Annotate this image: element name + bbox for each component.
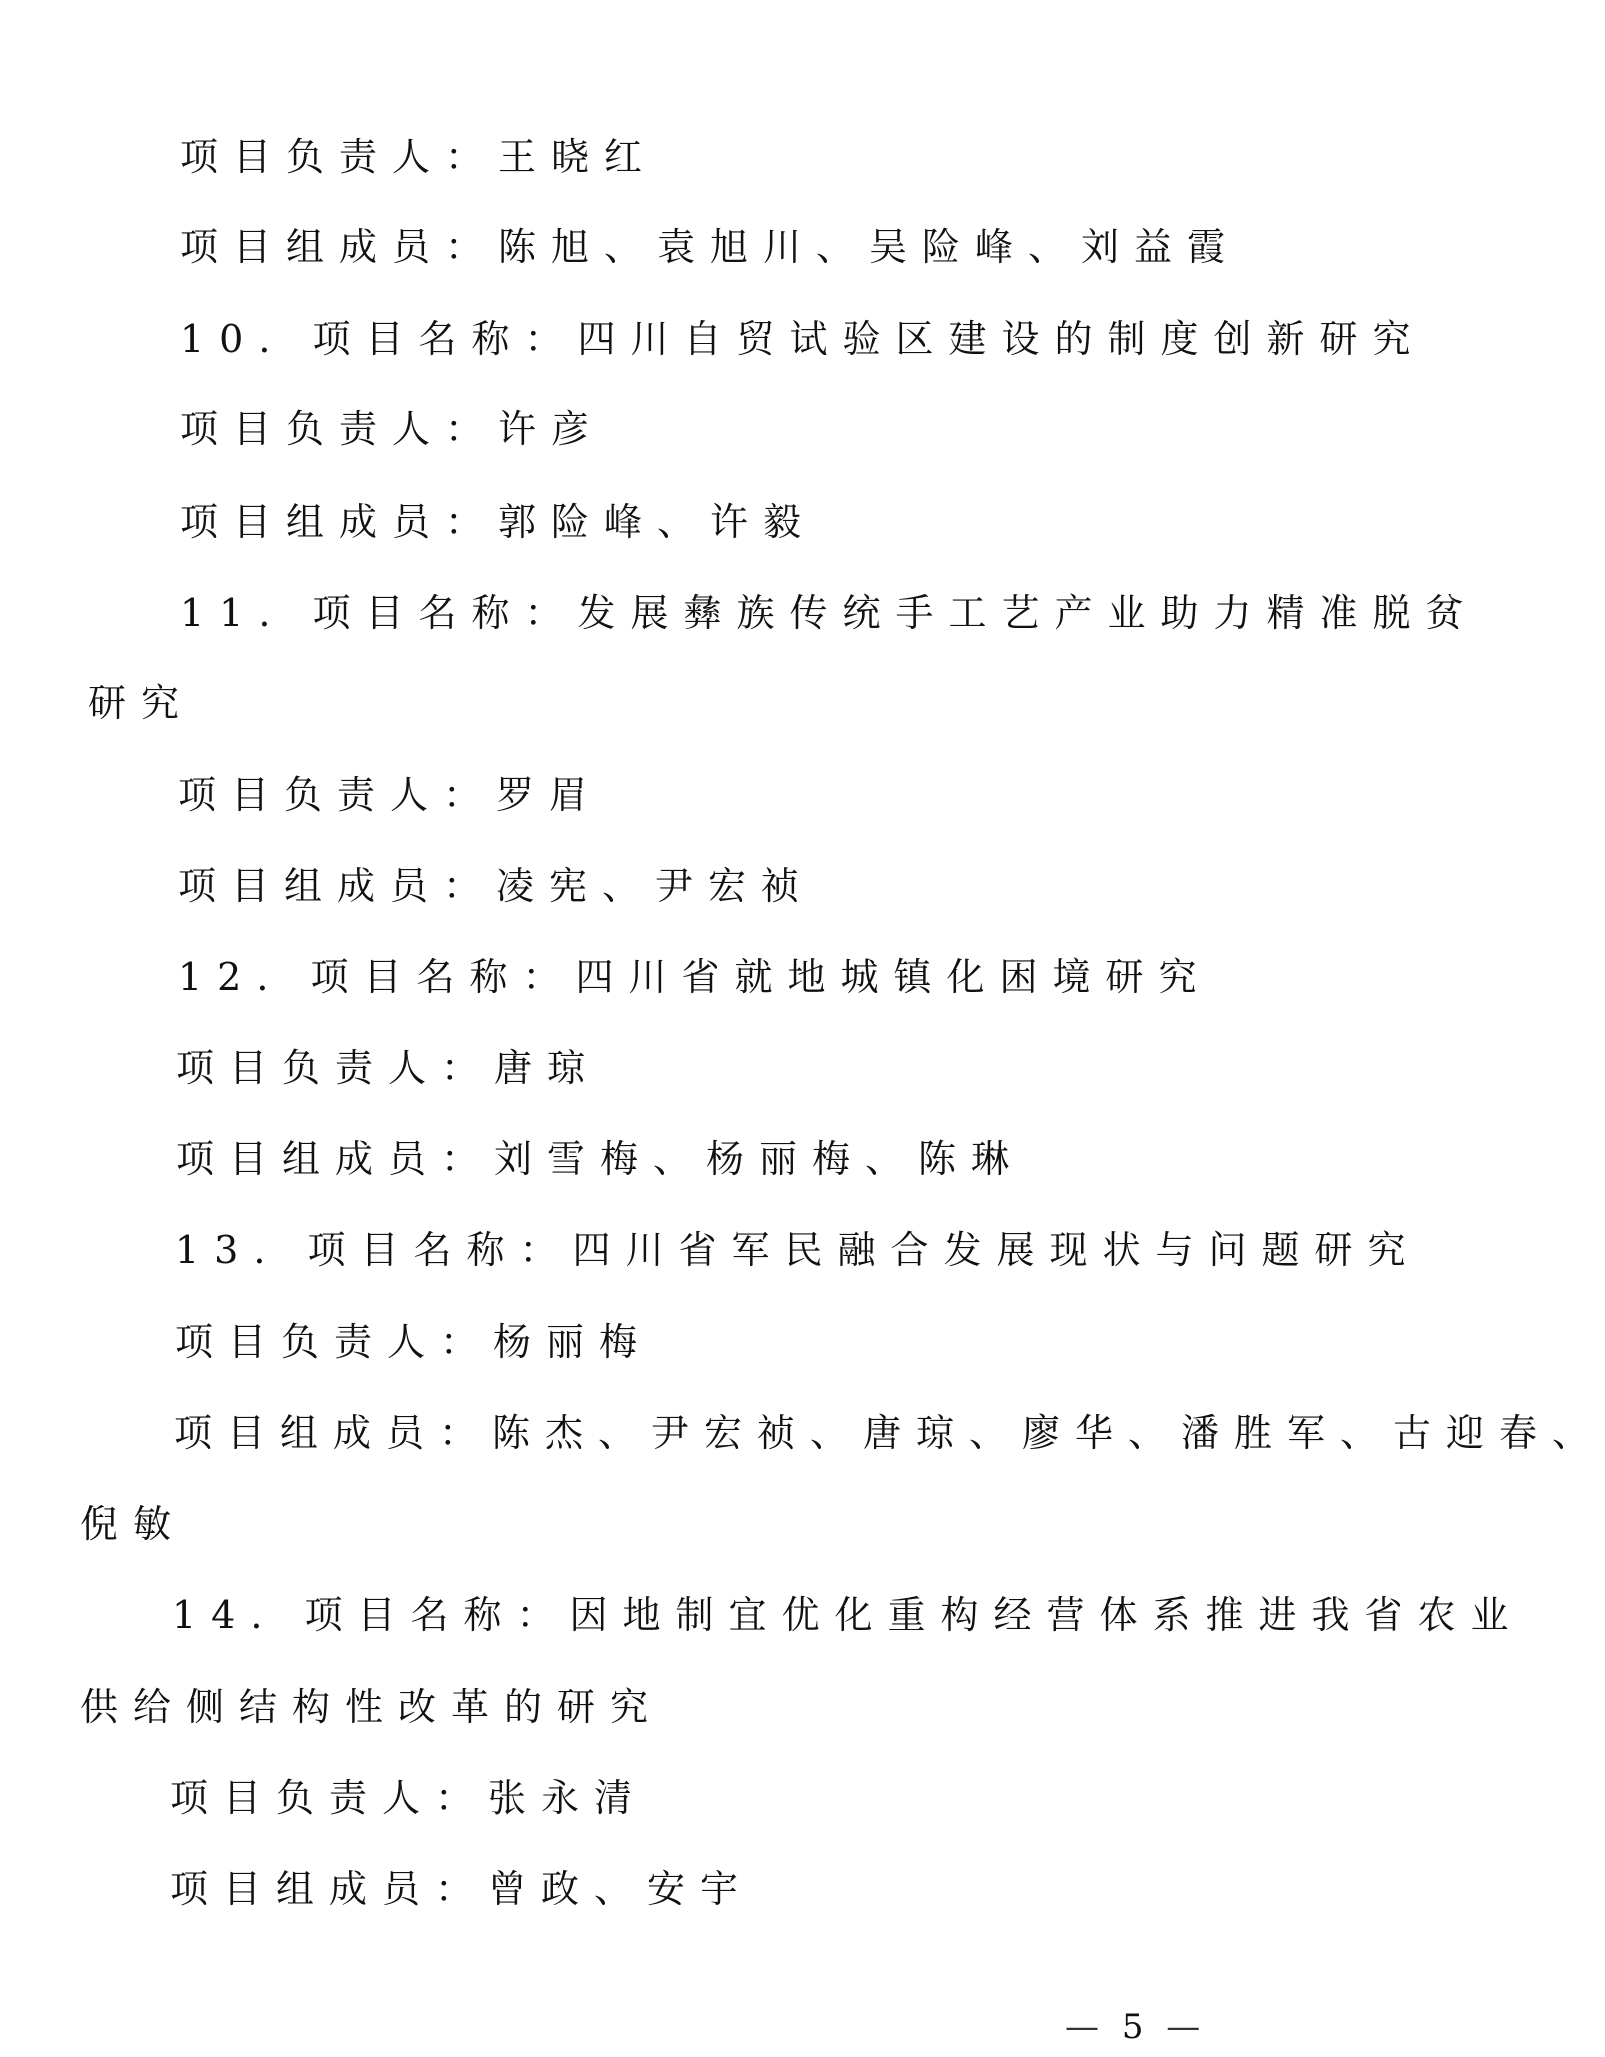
text-line: 研究 bbox=[88, 681, 195, 725]
text-line: 项目负责人：罗眉 bbox=[178, 773, 603, 817]
text-line: 项目负责人：杨丽梅 bbox=[175, 1320, 653, 1364]
footer-dash-left: — bbox=[1065, 2007, 1105, 2047]
page-number: 5 bbox=[1121, 2007, 1150, 2047]
text-line: 11. 项目名称：发展彝族传统手工艺产业助力精准脱贫 bbox=[180, 591, 1479, 635]
text-line: 倪敏 bbox=[80, 1502, 187, 1546]
text-line: 项目组成员：郭险峰、许毅 bbox=[180, 500, 817, 544]
text-line: 项目负责人：王晓红 bbox=[180, 135, 658, 179]
text-line: 项目组成员：陈杰、尹宏祯、唐琼、廖华、潘胜军、古迎春、 bbox=[174, 1411, 1605, 1455]
text-line: 14. 项目名称：因地制宜优化重构经营体系推进我省农业 bbox=[172, 1593, 1524, 1637]
text-line: 供给侧结构性改革的研究 bbox=[80, 1685, 664, 1729]
text-line: 13. 项目名称：四川省军民融合发展现状与问题研究 bbox=[175, 1228, 1421, 1272]
text-line: 10. 项目名称：四川自贸试验区建设的制度创新研究 bbox=[180, 317, 1426, 361]
text-line: 项目负责人：许彦 bbox=[180, 407, 605, 451]
text-line: 项目组成员：陈旭、袁旭川、吴险峰、刘益霞 bbox=[180, 225, 1241, 269]
text-line: 项目负责人：唐琼 bbox=[176, 1046, 601, 1090]
text-line: 项目组成员：凌宪、尹宏祯 bbox=[178, 864, 815, 908]
text-line: 项目组成员：刘雪梅、杨丽梅、陈琳 bbox=[176, 1137, 1025, 1181]
footer-dash-right: — bbox=[1166, 2007, 1207, 2047]
text-line: 12. 项目名称：四川省就地城镇化困境研究 bbox=[178, 955, 1212, 999]
text-line: 项目组成员：曾政、安宇 bbox=[170, 1867, 754, 1911]
page-footer bbox=[1065, 2007, 1207, 2047]
text-line: 项目负责人：张永清 bbox=[170, 1776, 648, 1820]
